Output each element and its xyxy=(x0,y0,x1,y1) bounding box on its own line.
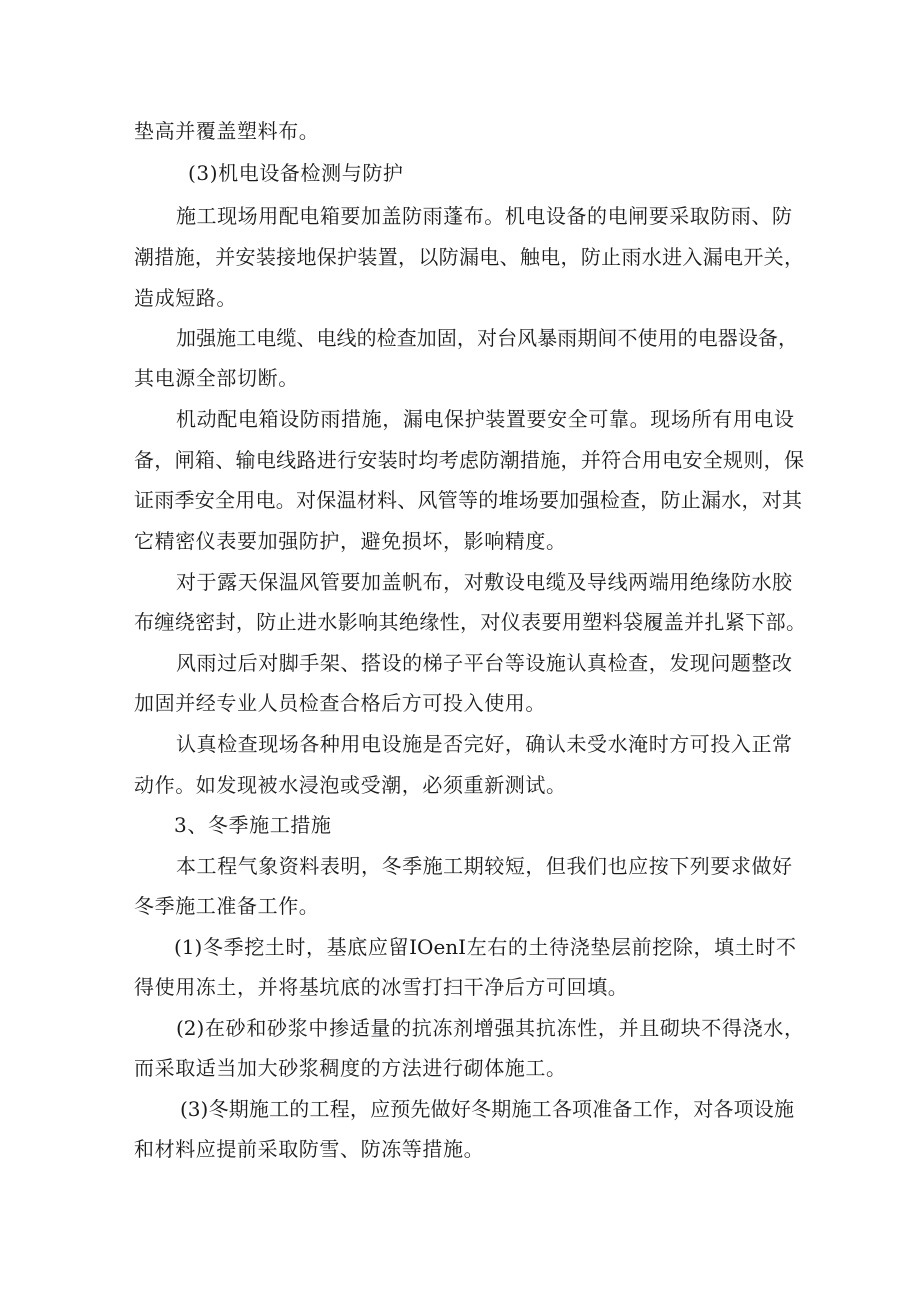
text-line: 布缠绕密封，防止进水影响其绝缘性，对仪表要用塑料袋履盖并扎紧下部。 xyxy=(134,610,806,634)
text-line: 而采取适当加大砂浆稠度的方法进行砌体施工。 xyxy=(134,1056,567,1080)
text-line: 证雨季安全用电。对保温材料、风管等的堆场要加强检查，防止漏水，对其 xyxy=(134,488,802,512)
text-line: 风雨过后对脚手架、搭设的梯子平台等设施认真检查，发现问题整改 xyxy=(176,651,792,675)
section-heading: 3、冬季施工措施 xyxy=(174,813,332,837)
text-line: 其电源全部切断。 xyxy=(134,366,299,390)
subheading: (3)机电设备检测与防护 xyxy=(188,161,404,185)
text-line: 它精密仪表要加强防护，避免损坏，影响精度。 xyxy=(134,529,567,553)
list-item-line: (3)冬期施工的工程，应预先做好冬期施工各项准备工作，对各项设施 xyxy=(180,1097,794,1121)
text-line: 机动配电箱设防雨措施，漏电保护装置要安全可靠。现场所有用电设 xyxy=(176,407,794,431)
list-item-line: (2)在砂和砂浆中掺适量的抗冻剂增强其抗冻性，并且砌块不得浇水， xyxy=(176,1016,804,1040)
text-line: 潮措施，并安装接地保护装置，以防漏电、触电，防止雨水进入漏电开关， xyxy=(134,245,804,269)
text-line: 加固并经专业人员检查合格后方可投入使用。 xyxy=(134,691,546,715)
text-line: 认真检查现场各种用电设施是否完好，确认未受水淹时方可投入正常 xyxy=(176,732,792,756)
text-line: 动作。如发现被水浸泡或受潮，必须重新测试。 xyxy=(134,773,567,797)
text-line: 造成短路。 xyxy=(134,286,237,310)
text-line: 得使用冻土，并将基坑底的冰雪打扫干净后方可回填。 xyxy=(134,975,629,999)
list-item-line: (1)冬季挖土时，基底应留IOenI左右的土待浇垫层前挖除，填土时不 xyxy=(174,935,796,959)
text-line: 加强施工电缆、电线的检查加固，对台风暴雨期间不使用的电器设备， xyxy=(176,326,798,350)
text-line: 本工程气象资料表明，冬季施工期较短，但我们也应按下列要求做好 xyxy=(176,854,792,878)
text-line: 施工现场用配电箱要加盖防雨蓬布。机电设备的电闸要采取防雨、防 xyxy=(176,204,792,228)
text-line: 和材料应提前采取防雪、防冻等措施。 xyxy=(134,1137,485,1161)
text-line: 冬季施工准备工作。 xyxy=(134,894,320,918)
text-line: 对于露天保温风管要加盖帆布，对敷设电缆及导线两端用绝缘防水胶 xyxy=(176,570,792,594)
text-line: 备，闸箱、输电线路进行安装时均考虑防潮措施，并符合用电安全规则，保 xyxy=(134,448,804,472)
text-line: 垫高并覆盖塑料布。 xyxy=(134,119,320,143)
